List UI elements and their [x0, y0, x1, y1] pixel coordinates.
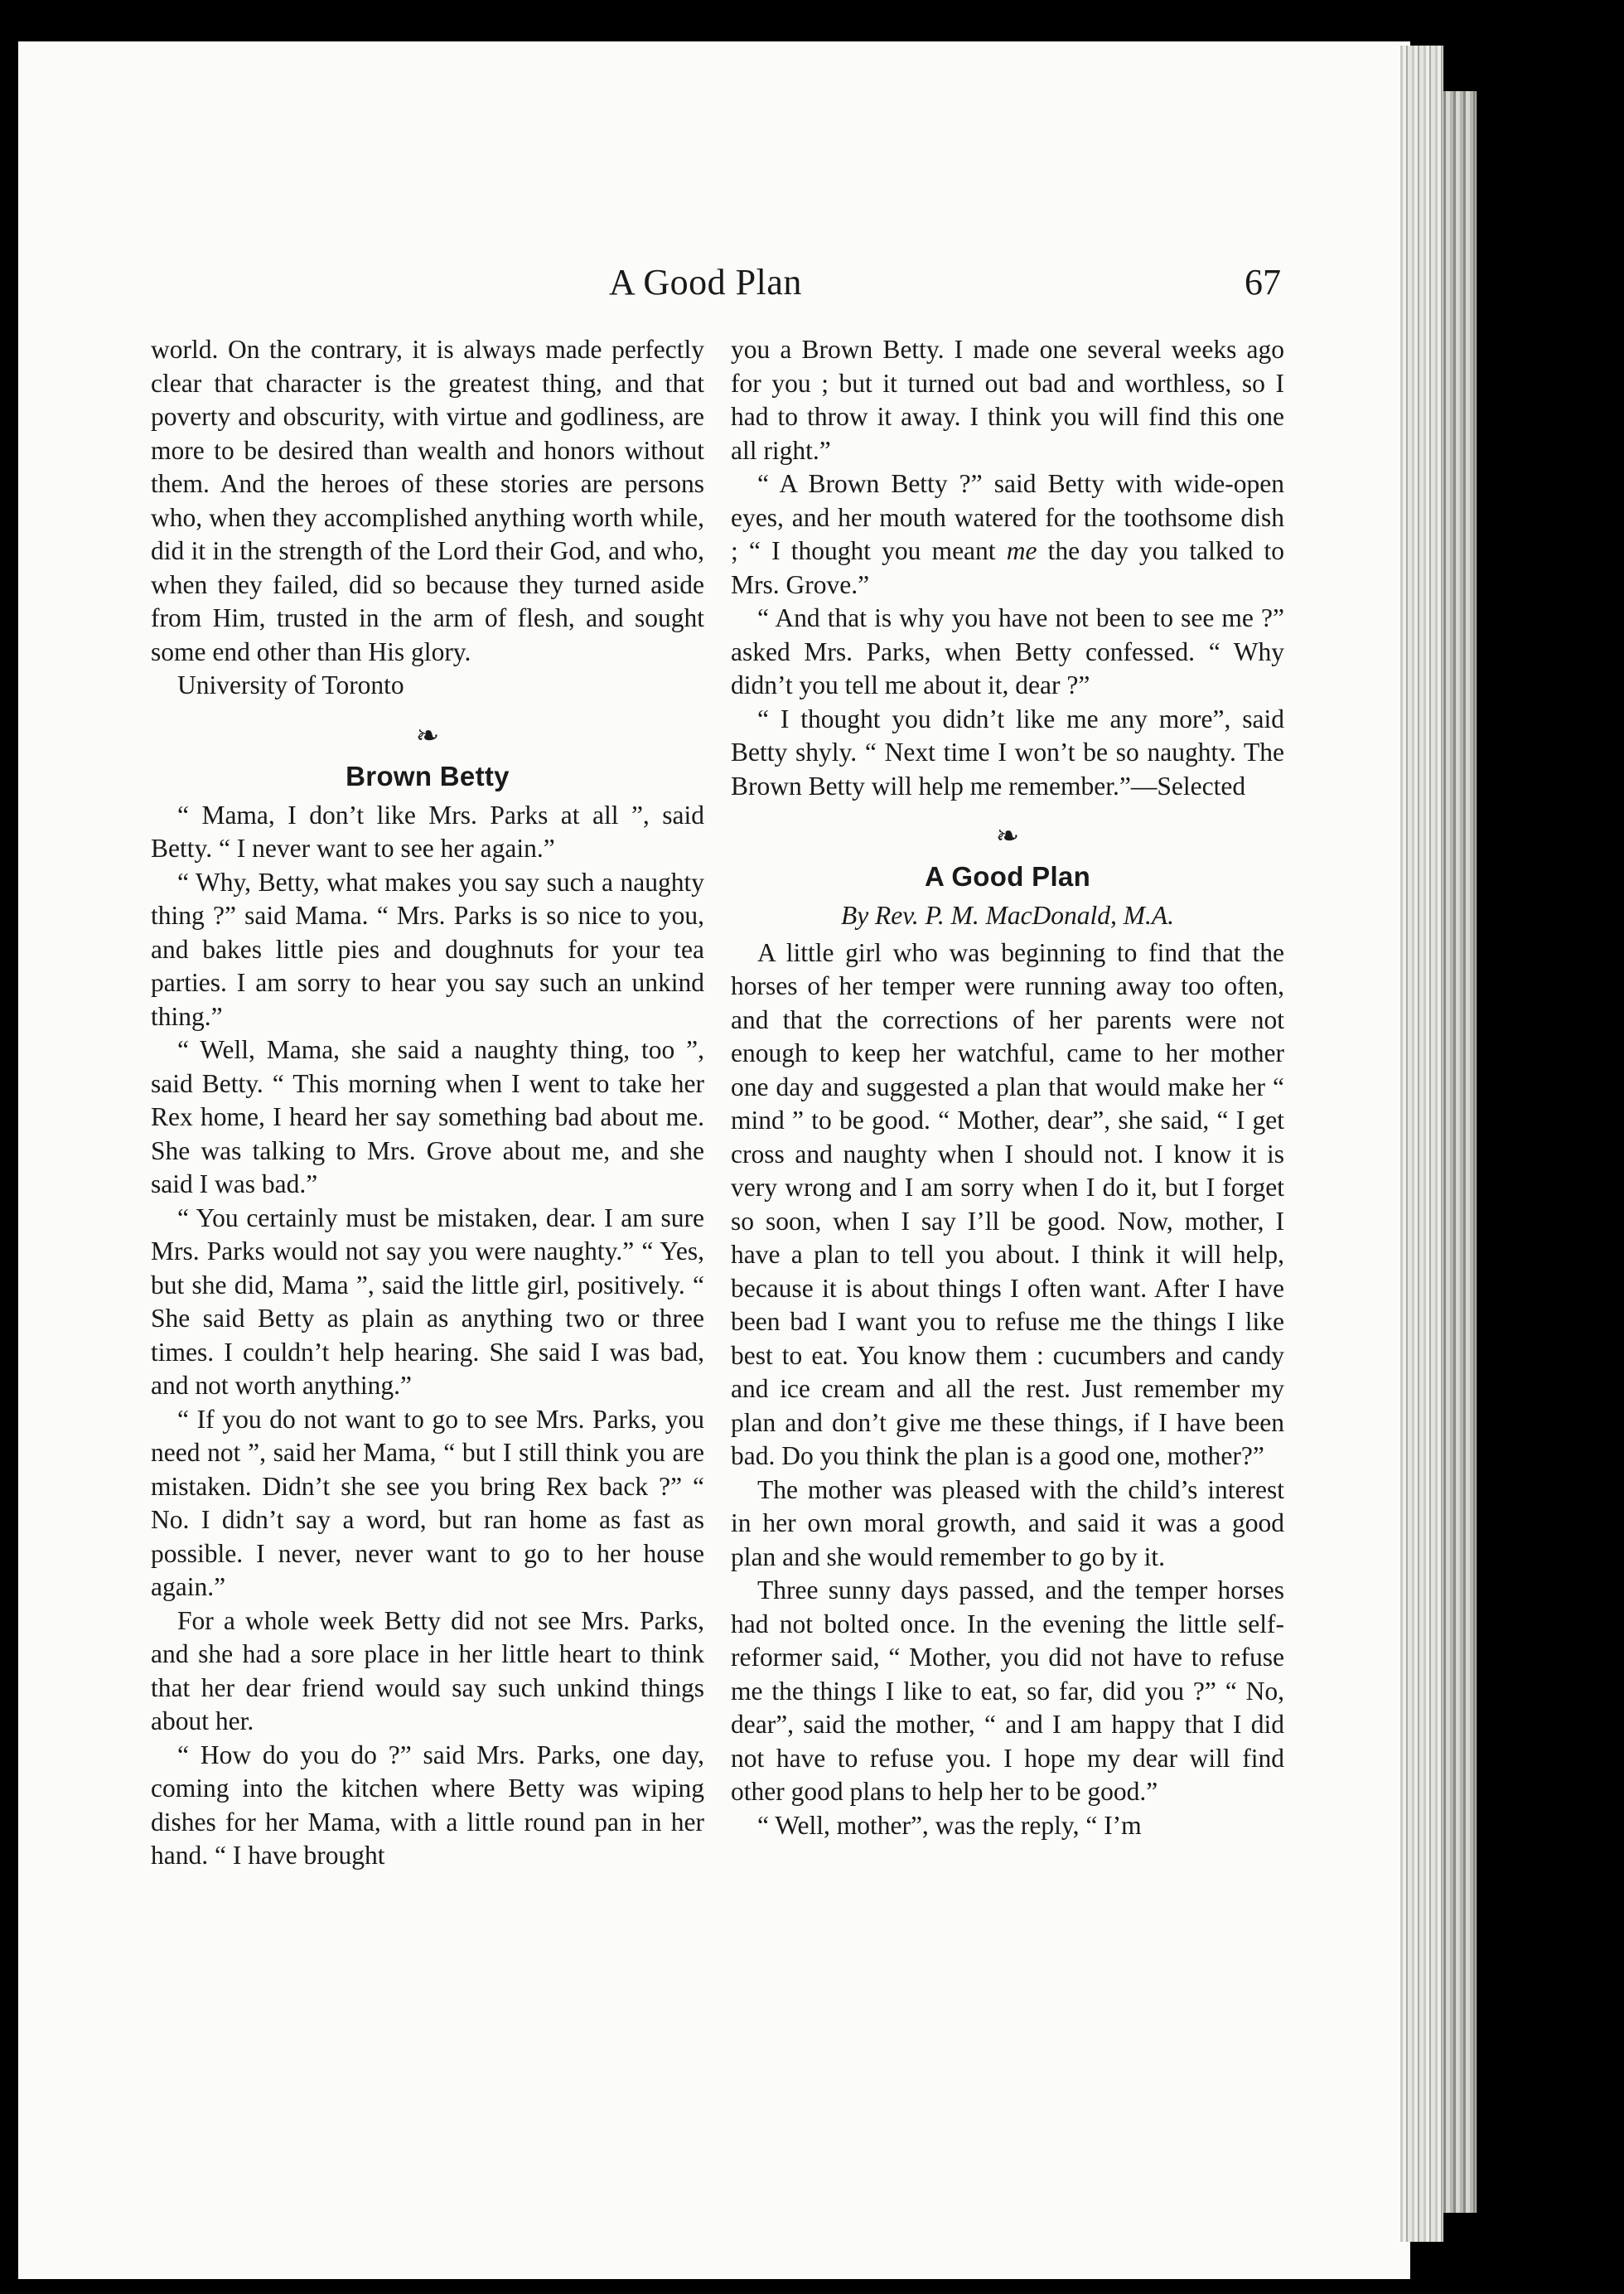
paragraph: “ You certainly must be mistaken, dear. I am sure Mrs. Parks would not say you were naughty.” “ Yes, but she did, Mama ”, said the little girl, positively. “ She said Betty as plain as anything two or three times. I couldn’t help hearing. She said I was bad, and not worth anything.” [151, 1203, 704, 1400]
fleuron-ornament: ❧ [415, 720, 440, 752]
continued-paragraph: you a Brown Betty. I made one several weeks ago for you ; but it turned out bad and worthless, so I had to throw it away. I think you will find this one all right.” [731, 335, 1284, 465]
fleuron-ornament: ❧ [995, 821, 1020, 852]
text-run: “ A Brown Betty ?” said Betty with wide-open eyes, and her mouth watered for the toothsome dish ; “ I thought you meant [731, 469, 1284, 565]
text-run: the day you talked to Mrs. Grove.” [731, 536, 1284, 599]
paragraph: “ Why, Betty, what makes you say such a naughty thing ?” said Mama. “ Mrs. Parks is so nice to you, and bakes little pies and doughnuts for your tea parties. I am sorry to hear you say such an unkind thing.” [151, 867, 704, 1031]
paragraph: A little girl who was beginning to find that the horses of her temper were running away too often, and that the corrections of her parents were not enough to keep her watchful, came to her mother one day and suggested a plan that would make her “ mind ” to be good. “ Mother, dear”, she said, “ I get cross and naughty when I should not. I know it is very wrong and I am sorry when I do it, but I forget so soon, when I say I’ll be good. Now, mother, I have a plan to tell you about. I think it will help, because it is about things I often want. After I have been bad I want you to refuse me the things I like best to eat. You know them : cucumbers and candy and ice cream and all the rest. Just remember my plan and don’t give me these things, if I have been bad. Do you think the plan is a good one, mother?” [731, 937, 1284, 1470]
paragraph: For a whole week Betty did not see Mrs. Parks, and she had a sore place in her little heart to think that her dear friend would say such unkind things about her. [151, 1605, 704, 1735]
paragraph: Three sunny days passed, and the temper horses had not bolted once. In the evening the little self-reformer said, “ Mother, you did not have to refuse me the things I like to eat, so far, did you ?” “ No, dear”, said the mother, “ and I am happy that I did not have to refuse you. I hope my dear will find other good plans to help her to be good.” [731, 1575, 1284, 1806]
paragraph: “ Mama, I don’t like Mrs. Parks at all ”, said Betty. “ I never want to see her again.” [151, 800, 704, 863]
running-head: A Good Plan [609, 262, 802, 302]
section-title-brown-betty: Brown Betty [346, 760, 510, 791]
continued-paragraph: world. On the contrary, it is always made perfectly clear that character is the greatest thing, and that poverty and obscurity, with virtue and godliness, are more to be desired than wealth and honors without them. And the heroes of these stories are persons who, when they accomplished anything worth while, did it in the strength of the Lord their God, and who, when they failed, did so because they turned aside from Him, trusted in the arm of flesh, and sought some end other than His glory. [151, 335, 704, 666]
right-column [731, 333, 1284, 1842]
paragraph [731, 467, 1284, 602]
page-stack-edge [1400, 46, 1443, 2242]
section-title-a-good-plan: A Good Plan [924, 861, 1091, 892]
page-stack-edge-outer [1443, 91, 1477, 2213]
left-column [151, 333, 704, 1873]
paragraph: The mother was pleased with the child’s interest in her own moral growth, and said it was a good plan and she would remember to go by it. [731, 1474, 1284, 1571]
paragraph: “ And that is why you have not been to see me ?” asked Mrs. Parks, when Betty confessed. “ Why didn’t you tell me about it, dear ?” [731, 603, 1284, 699]
page-number: 67 [1245, 262, 1281, 302]
paragraph: “ If you do not want to go to see Mrs. Parks, you need not ”, said her Mama, “ but I still think you are mistaken. Didn’t she see you bring Rex back ?” “ No. I didn’t say a word, but ran home as fast as possible. I never, never want to go to her house again.” [151, 1404, 704, 1601]
book-page [18, 41, 1410, 2279]
paragraph: “ Well, Mama, she said a naughty thing, too ”, said Betty. “ This morning when I went to take her Rex home, I heard her say something bad about me. She was talking to Mrs. Grove about me, and she said I was bad.” [151, 1035, 704, 1198]
paragraph: “ I thought you didn’t like me any more”, said Betty shyly. “ Next time I won’t be so naughty. The Brown Betty will help me remember.”—Selected [731, 704, 1284, 801]
paragraph: “ How do you do ?” said Mrs. Parks, one day, coming into the kitchen where Betty was wiping dishes for her Mama, with a little round pan in her hand. “ I have brought [151, 1740, 704, 1870]
italic-word: me [1006, 536, 1037, 565]
byline: By Rev. P. M. MacDonald, M.A. [840, 901, 1175, 930]
paragraph: “ Well, mother”, was the reply, “ I’m [757, 1810, 1142, 1840]
signature: University of Toronto [177, 670, 404, 699]
